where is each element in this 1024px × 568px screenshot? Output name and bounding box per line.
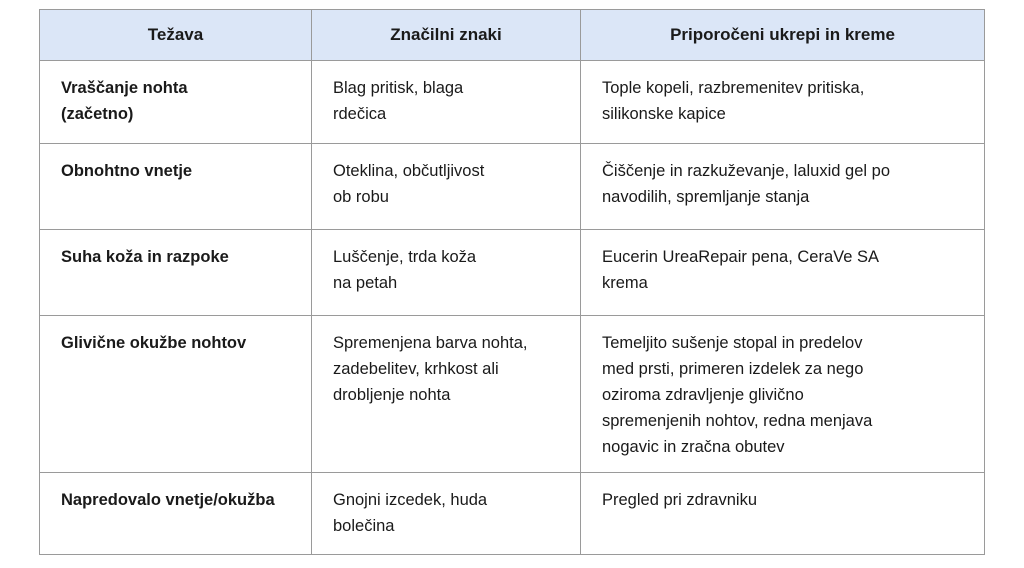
cell-line: Napredovalo vnetje/okužba [61,491,275,509]
header-problem: Težava [40,10,312,61]
cell-line: Čiščenje in razkuževanje, laluxid gel po [602,162,890,180]
cell-line: Temeljito sušenje stopal in predelov [602,334,863,352]
cell-line: zadebelitev, krhkost ali [333,360,499,378]
cell-line: Pregled pri zdravniku [602,491,757,509]
cell-line: Glivične okužbe nohtov [61,334,247,352]
signs-cell [312,473,581,555]
cell-line: nogavic in zračna obutev [602,438,785,456]
measures-cell [581,230,985,316]
problem-cell [40,144,312,230]
cell-line: ob robu [333,188,389,206]
signs-cell [312,316,581,473]
cell-line: oziroma zdravljenje glivično [602,386,804,404]
measures-cell [581,61,985,144]
cell-line: Tople kopeli, razbremenitev pritiska, [602,79,865,97]
cell-line: krema [602,274,648,292]
cell-line: med prsti, primeren izdelek za nego [602,360,864,378]
problem-cell [40,61,312,144]
symptoms-table [39,9,985,555]
cell-line: rdečica [333,105,387,123]
cell-line: bolečina [333,517,395,535]
table-row [40,61,985,144]
cell-line: (začetno) [61,105,134,123]
cell-line: Eucerin UreaRepair pena, CeraVe SA [602,248,879,266]
cell-line: Luščenje, trda koža [333,248,477,266]
measures-cell [581,473,985,555]
table-row [40,473,985,555]
cell-line: navodilih, spremljanje stanja [602,188,810,206]
cell-line: Gnojni izcedek, huda [333,491,488,509]
table-row [40,144,985,230]
cell-line: spremenjenih nohtov, redna menjava [602,412,873,430]
cell-line: Obnohtno vnetje [61,162,193,180]
cell-line: Oteklina, občutljivost [333,162,485,180]
symptoms-table-container [39,9,984,555]
table-row [40,316,985,473]
header-signs: Značilni znaki [312,10,581,61]
problem-cell [40,473,312,555]
signs-cell [312,61,581,144]
cell-line: drobljenje nohta [333,386,451,404]
problem-cell [40,316,312,473]
table-row [40,230,985,316]
cell-line: Suha koža in razpoke [61,248,229,266]
measures-cell [581,144,985,230]
cell-line: Blag pritisk, blaga [333,79,464,97]
signs-cell [312,144,581,230]
table-header-row [40,10,985,61]
cell-line: Spremenjena barva nohta, [333,334,528,352]
problem-cell [40,230,312,316]
measures-cell [581,316,985,473]
header-measures: Priporočeni ukrepi in kreme [581,10,985,61]
cell-line: na petah [333,274,398,292]
cell-line: Vraščanje nohta [61,79,188,97]
signs-cell [312,230,581,316]
cell-line: silikonske kapice [602,105,726,123]
